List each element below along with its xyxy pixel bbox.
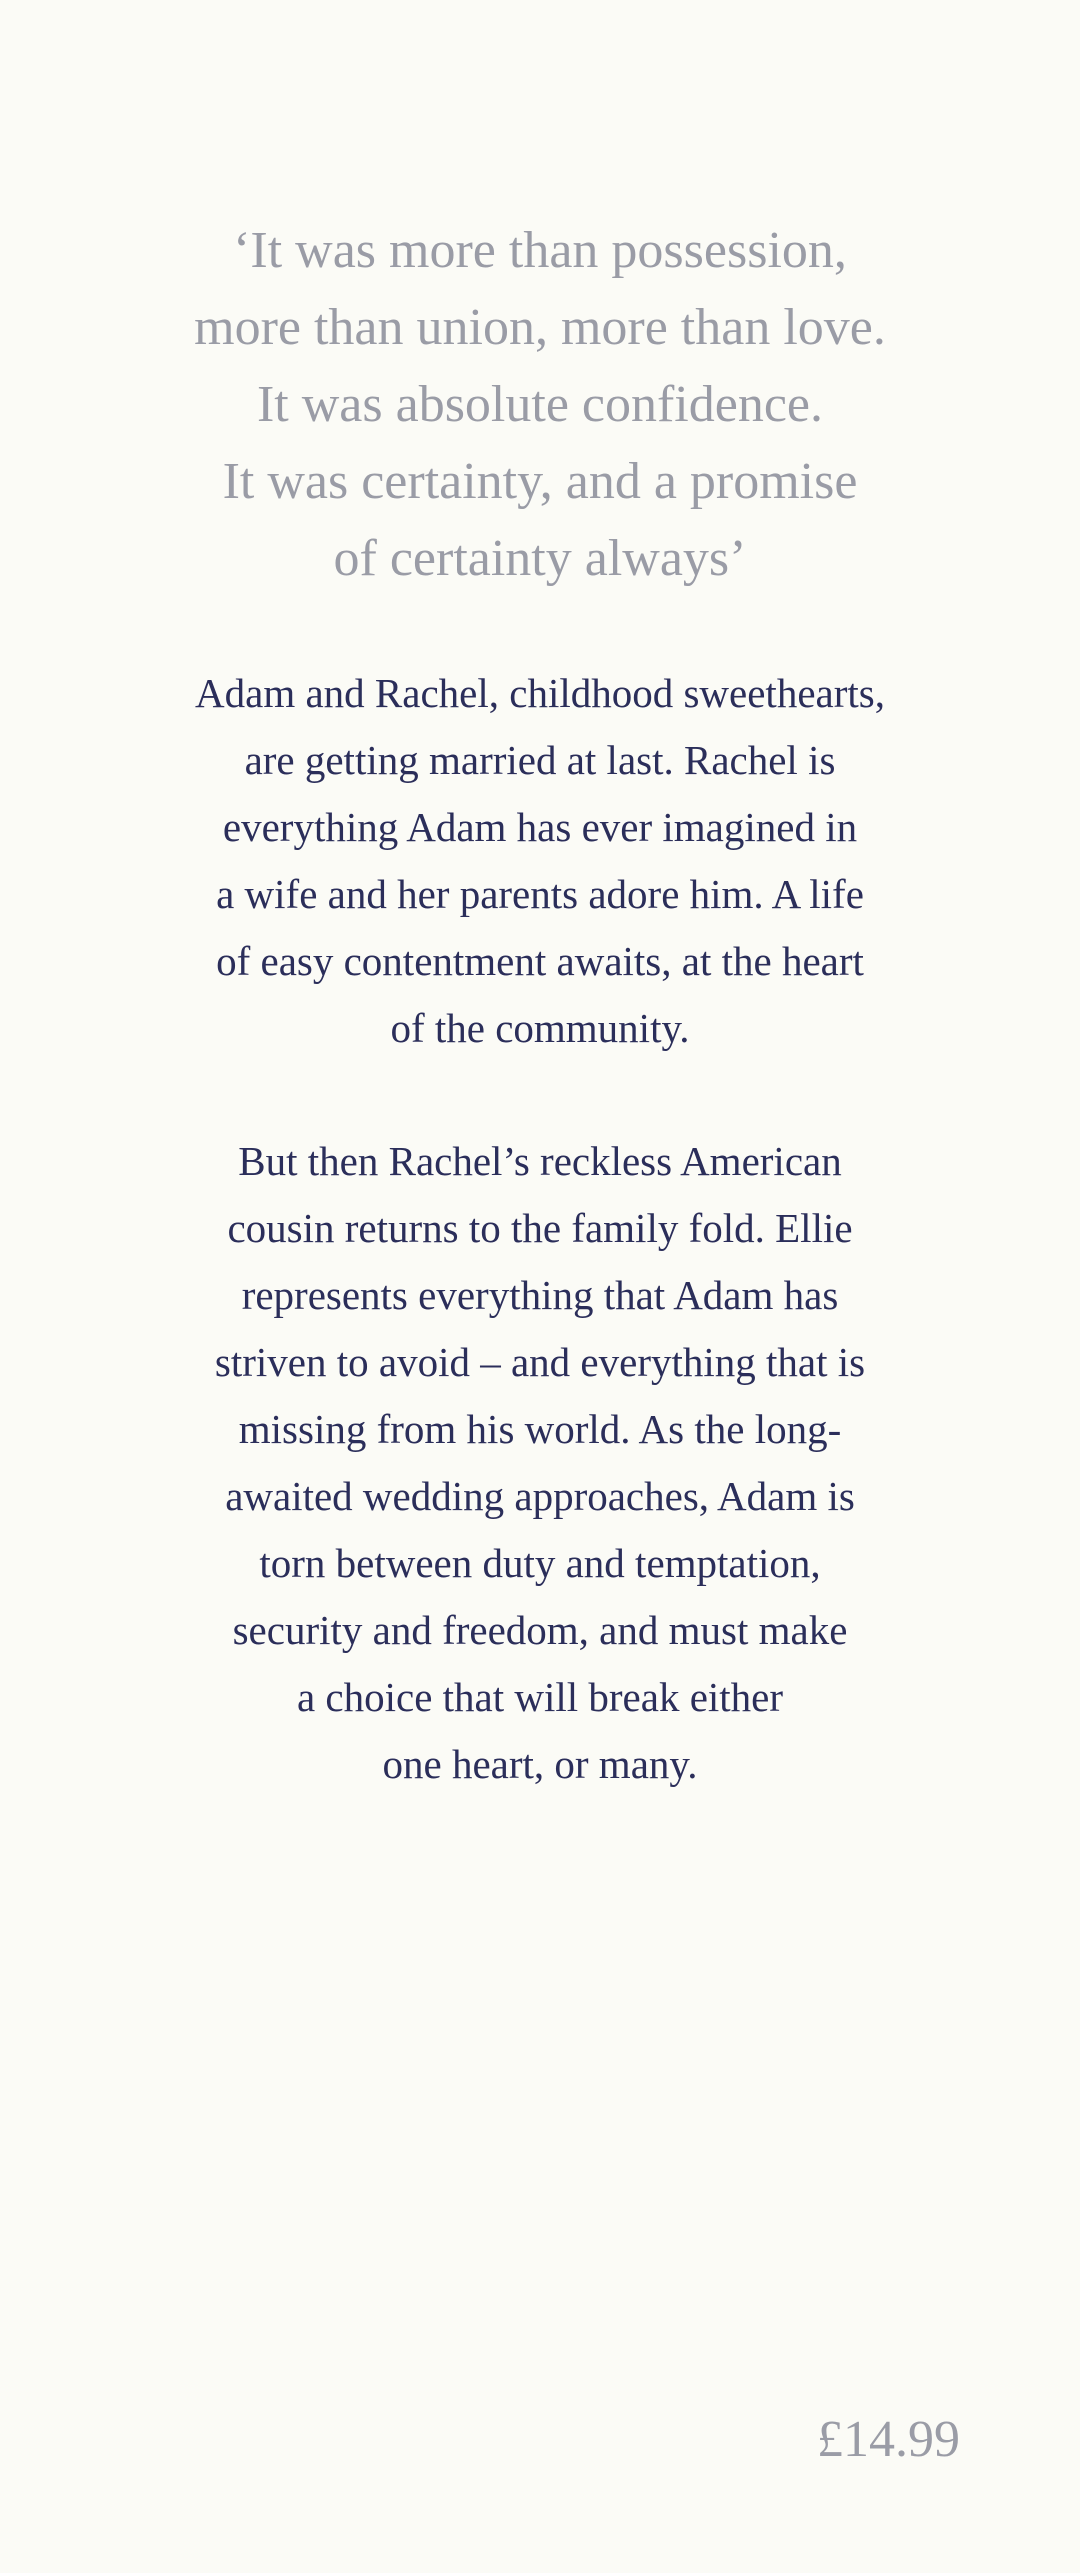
blurb-line: one heart, or many.: [382, 1741, 698, 1787]
blurb-line: torn between duty and temptation,: [259, 1540, 821, 1586]
blurb-line: everything Adam has ever imagined in: [222, 804, 858, 850]
price-label: £14.99: [817, 2411, 960, 2468]
blurb-line: security and freedom, and must make: [232, 1607, 848, 1653]
quote-line: It was certainty, and a promise: [222, 453, 858, 510]
blurb-line: But then Rachel’s reckless American: [238, 1138, 842, 1184]
pull-quote: [130, 212, 950, 597]
blurb-line: represents everything that Adam has: [241, 1272, 839, 1318]
blurb-line: striven to avoid – and everything that is: [214, 1339, 866, 1385]
blurb-line: a wife and her parents adore him. A life: [216, 871, 864, 917]
quote-line: of certainty always’: [333, 530, 747, 587]
quote-line: ‘It was more than possession,: [233, 222, 847, 279]
blurb-line: cousin returns to the family fold. Ellie: [227, 1205, 853, 1251]
blurb-line: are getting married at last. Rachel is: [244, 737, 836, 783]
blurb-line: a choice that will break either: [296, 1674, 784, 1720]
blurb-line: missing from his world. As the long-: [238, 1406, 842, 1452]
blurb-line: Adam and Rachel, childhood sweethearts,: [195, 670, 885, 716]
blurb-line: awaited wedding approaches, Adam is: [225, 1473, 855, 1519]
quote-line: more than union, more than love.: [194, 299, 886, 356]
blurb-line: of the community.: [390, 1005, 690, 1051]
blurb-paragraph-2: [130, 1128, 950, 1798]
blurb-paragraph-1: [130, 660, 950, 1062]
quote-line: It was absolute confidence.: [256, 376, 823, 433]
blurb-line: of easy contentment awaits, at the heart: [216, 938, 864, 984]
